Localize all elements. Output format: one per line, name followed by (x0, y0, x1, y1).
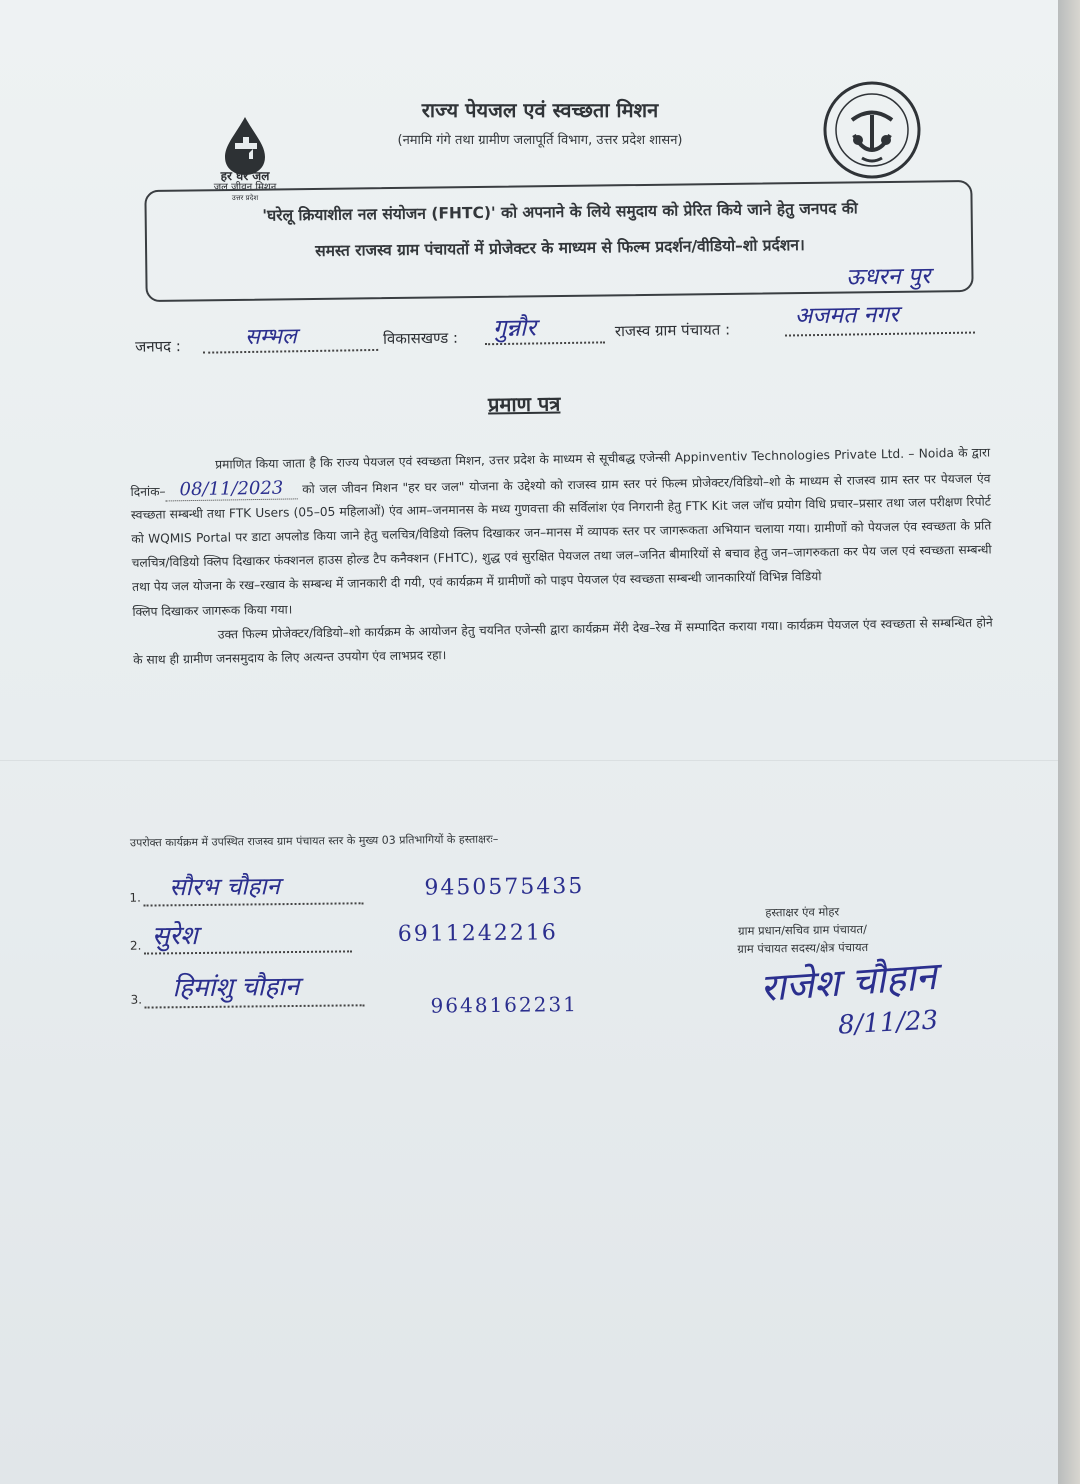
panchayat-label: राजस्व ग्राम पंचायत : (614, 320, 731, 341)
paragraph-1-part-2: को जल जीवन मिशन "हर घर जल" योजना के उद्देश्यो को राजस्व ग्राम स्तर परं फिल्म प्रोजेक्टर/विडियो–शो के माध्यम से राजस्व ग्राम स्तर पर पेयजल एंव स्वच्छता सम्बन्धी तथा FTK Users (05–05 महिलाओं) एंव आम–जनमानस के मध्य गुणवत्ता की सर्विलांश एंव निगरानी हेतु FTK Kit जल जॉच प्रयोग विधि प्रचार–प्रसार तथा जल परीक्षण रिपोर्ट को WQMIS Portal पर डाटा अपलोड किया जाने हेतु चलचित्र/विडियो क्लिप दिखाकर जन–मानस में व्यापक स्तर पर जागरूकता अभियान चलाया गया। ग्रामीणों को पेयजल एंव स्वच्छता के प्रति चलचित्र/विडियो क्लिप दिखाकर फंक्शनल हाउस होल्ड टैप कनैक्शन (FHTC), शुद्ध एवं सुरक्षित पेयजल तथा जल–जनित बीमारियों से बचाव हेतु जन–जागरुकता कर पेय जल एवं स्वच्छता सम्बन्धी तथा पेय जल योजना के रख–रखाव के सम्बन्ध में जानकारी दी गयी, एवं कार्यक्रम में ग्रामीणों को पाइप पेयजल एंव स्वच्छता सम्बन्धी जानकारियॉ विभिन्न विडियो (130, 471, 992, 594)
signatory-line-1: हस्ताक्षर एंव मोहर (765, 904, 840, 920)
attendees-intro: उपरोक्त कार्यक्रम में उपस्थित राजस्व ग्राम पंचायत स्तर के मुख्य 03 प्रतिभागियों के हस्ताक्षरः– (129, 832, 499, 850)
attendee-1-phone: 9450575435 (424, 873, 585, 901)
attendee-1-number: 1. (129, 890, 141, 905)
attendee-2-number: 2. (129, 938, 142, 953)
banner-line-2: समस्त राजस्व ग्राम पंचायतों में प्रोजेक्टर के माध्यम से फिल्म प्रदर्शन/वीडियो–शो प्रर्दशन। (315, 236, 805, 260)
signatory-signature: राजेश चौहान (758, 953, 938, 1011)
paragraph-1-end: क्लिप दिखाकर जागरूक किया गया। (132, 602, 293, 620)
district-label: जनपद : (134, 337, 182, 356)
logo-text-line1: हर घर जल (220, 169, 270, 183)
signatory-line-2: ग्राम प्रधान/सचिव ग्राम पंचायत/ (737, 922, 868, 938)
handwritten-date: 08/11/2023 (165, 477, 297, 501)
table-edge (1058, 0, 1080, 1484)
paragraph-1: प्रमाणित किया जाता है कि राज्य पेयजल एवं स्वच्छता मिशन, उत्तर प्रदेश के माध्यम से सूचीबद्ध एजेन्सी Appinventiv Technologies Private Ltd. – Noida के द्वारा दिनांक– 08/11/2023 को जल जीवन मिशन "हर घर जल" योजना के उद्देश्यो को राजस्व ग्राम स्तर परं फिल्म प्रोजेक्टर/विडियो–शो के माध्यम से राजस्व ग्राम स्तर पर पेयजल एंव स्वच्छता सम्बन्धी तथा FTK Users (05–05 महिलाओं) एंव आम–जनमानस के मध्य गुणवत्ता की सर्विलांश एंव निगरानी हेतु FTK Kit जल जॉच प्रयोग विधि प्रचार–प्रसार तथा जल परीक्षण रिपोर्ट को WQMIS Portal पर डाटा अपलोड किया जाने हेतु चलचित्र/विडियो क्लिप दिखाकर जन–मानस में व्यापक स्तर पर जागरूकता अभियान चलाया गया। ग्रामीणों को पेयजल एंव स्वच्छता के प्रति चलचित्र/विडियो क्लिप दिखाकर फंक्शनल हाउस होल्ड टैप कनैक्शन (FHTC), शुद्ध एवं सुरक्षित पेयजल तथा जल–जनित बीमारियों से बचाव हेतु जन–जागरुकता कर पेय जल एवं स्वच्छता सम्बन्धी तथा पेय जल योजना के रख–रखाव के सम्बन्ध में जानकारी दी गयी, एवं कार्यक्रम में ग्रामीणों को पाइप पेयजल एंव स्वच्छता सम्बन्धी जानकारियॉ विभिन्न विडियो (130, 445, 992, 594)
signatory-line-3: ग्राम पंचायत सदस्य/क्षेत्र पंचायत (737, 940, 869, 956)
mission-title: राज्य पेयजल एवं स्वच्छता मिशन (421, 98, 659, 122)
mission-subtitle: (नमामि गंगे तथा ग्रामीण जलापूर्ति विभाग, उत्तर प्रदेश शासन) (397, 133, 683, 148)
signatory-block (695, 902, 911, 959)
panchayat-value: अजमत नगर (794, 301, 899, 330)
attendee-list (129, 865, 651, 1030)
attendee-2-phone: 6911242216 (397, 920, 558, 947)
attendee-2-name: सुरेश (151, 921, 198, 952)
water-drop-tap-icon (205, 115, 290, 177)
certificate-body (130, 441, 993, 672)
paragraph-2: उक्त फिल्म प्रोजेक्टर/विडियो–शो कार्यक्रम के आयोजन हेतु चयनित एजेन्सी द्वारा कार्यक्रम मेंरी देख–रेख में सम्पादित कराया गया। कार्यक्रम पेयजल एंव स्वच्छता से सम्बन्धित होने के साथ ही ग्रामीण जनसमुदाय के लिए अत्यन्त उपयोग एंव लाभप्रद रहा। (133, 615, 993, 667)
attendee-3-line (145, 1004, 365, 1008)
logo-text-line2: जल जीवन मिशन (213, 182, 277, 193)
signatory-date: 8/11/23 (837, 1005, 939, 1041)
banner-line-1: 'घरेलू क्रियाशील नल संयोजन (FHTC)' को अपनाने के लिये समुदाय को प्रेरित किये जाने हेतु जनपद की (262, 199, 858, 225)
up-govt-seal-icon (822, 80, 922, 180)
district-value: सम्भल (244, 324, 298, 351)
paragraph-1-part-1: प्रमाणित किया जाता है कि राज्य पेयजल एवं स्वच्छता मिशन, उत्तर प्रदेश के माध्यम से सूचीबद्ध एजेन्सी Appinventiv Technologies Private Ltd. – Noida के द्वारा दिनांक (130, 445, 991, 499)
attendee-3-name: हिमांशु चौहान (172, 971, 300, 1004)
certificate-heading: प्रमाण पत्र (487, 391, 561, 417)
logo-text-line3: उत्तर प्रदेश (231, 194, 259, 202)
attendee-3-phone: 9648162231 (430, 992, 578, 1018)
block-label: विकासखण्ड : (382, 328, 459, 348)
block-value: गुन्नौर (492, 313, 537, 343)
paper-fold (0, 760, 1058, 761)
panchayat-value-above: ऊधरन पुर (845, 263, 931, 291)
attendee-3-number: 3. (130, 992, 143, 1007)
up-govt-seal (822, 80, 922, 180)
panchayat-line (785, 332, 975, 337)
attendee-1-name: सौरभ चौहान (169, 872, 280, 902)
